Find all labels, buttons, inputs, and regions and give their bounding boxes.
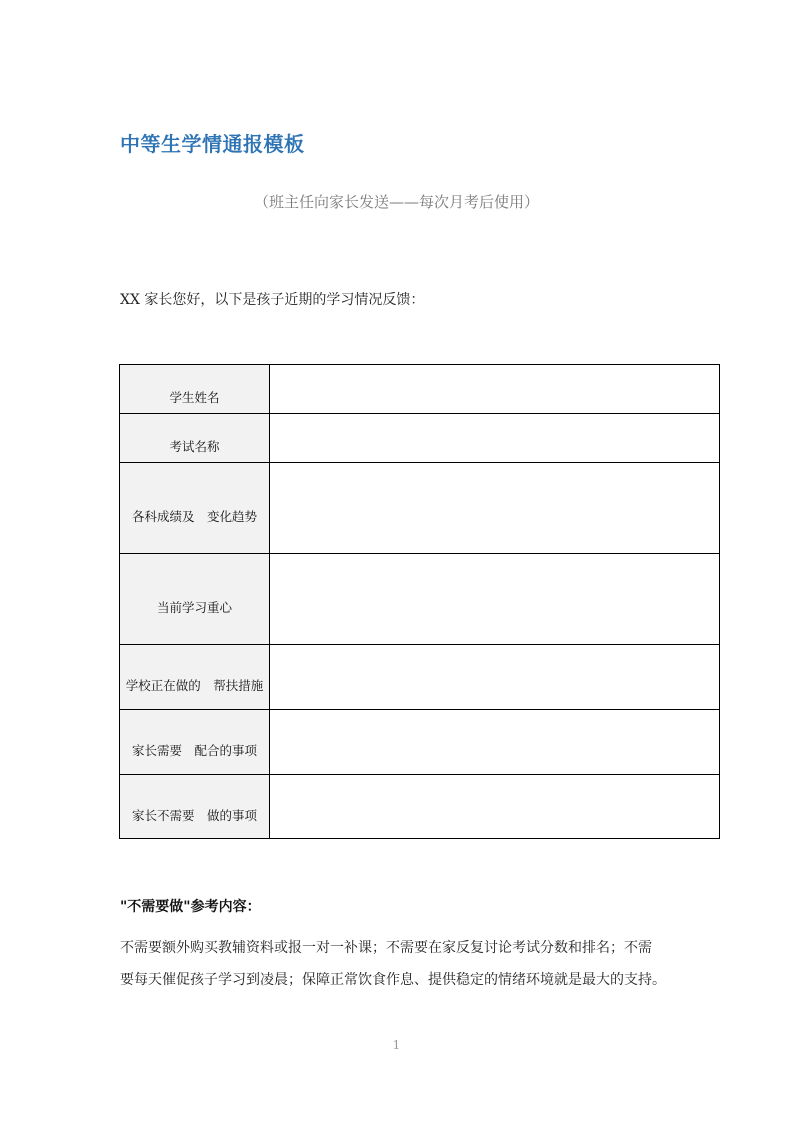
- row-label: [120, 365, 270, 414]
- reference-body: [120, 932, 680, 996]
- reference-heading: "不需要做"参考内容：: [120, 899, 261, 915]
- reference-line: 要每天催促孩子学习到凌晨；保障正常饮食作息、提供稳定的情绪环境就是最大的支持。: [120, 972, 666, 988]
- table-row: [120, 365, 720, 414]
- row-value[interactable]: [270, 645, 720, 710]
- row-label: [120, 463, 270, 554]
- row-label-text: 家长不需要 做的事项: [131, 807, 257, 823]
- table-row: [120, 710, 720, 775]
- row-label-text: 学生姓名: [169, 390, 220, 405]
- document-title: 中等生学情通报模板: [120, 132, 305, 156]
- row-value[interactable]: [270, 710, 720, 775]
- table-row: [120, 463, 720, 554]
- row-label-text: 各科成绩及 变化趋势: [131, 509, 257, 524]
- table-row: [120, 414, 720, 463]
- document-subtitle: （班主任向家长发送——每次月考后使用）: [253, 193, 539, 211]
- row-label-text: 考试名称: [169, 439, 220, 454]
- row-label: [120, 414, 270, 463]
- table-row: [120, 645, 720, 710]
- greeting-text: XX 家长您好，以下是孩子近期的学习情况反馈：: [120, 292, 425, 308]
- row-label-text: 当前学习重心: [156, 600, 232, 615]
- row-value[interactable]: [270, 463, 720, 554]
- row-label: [120, 710, 270, 775]
- row-label-text: 学校正在做的 帮扶措施: [125, 678, 264, 693]
- table-row: [120, 775, 720, 839]
- row-label: [120, 645, 270, 710]
- table-row: [120, 554, 720, 645]
- row-label: [120, 775, 270, 839]
- row-value[interactable]: [270, 414, 720, 463]
- row-value[interactable]: [270, 365, 720, 414]
- reference-line: 不需要额外购买教辅资料或报一对一补课；不需要在家反复讨论考试分数和排名；不需: [120, 940, 652, 956]
- row-label: [120, 554, 270, 645]
- row-value[interactable]: [270, 775, 720, 839]
- row-value[interactable]: [270, 554, 720, 645]
- page-number: 1: [392, 1038, 401, 1052]
- row-label-text: 家长需要 配合的事项: [131, 743, 257, 758]
- student-info-table: [119, 364, 720, 839]
